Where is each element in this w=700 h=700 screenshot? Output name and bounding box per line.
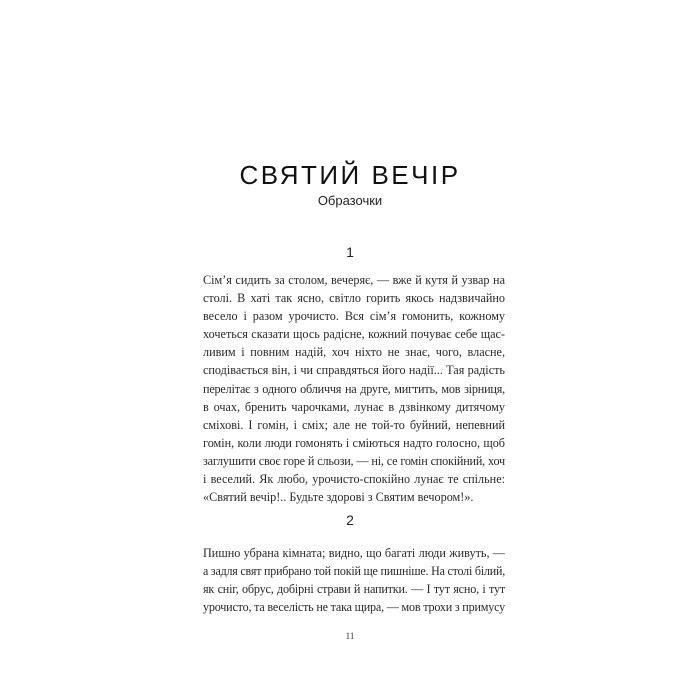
text-line: весело і разом урочисто. Вся сім’я гомонить, кожному: [203, 309, 505, 324]
text-line: столі. В хаті так ясно, світло горить якось надзвичайно: [203, 291, 505, 306]
text-line: заглушити своє горе й сльози, — ні, се гомін спокійний, хоч: [203, 453, 505, 468]
text-line: сміхові. І гомін, і сміх; але не той-то буйний, непевний: [203, 417, 505, 432]
text-line: перелітає з одного обличчя на друге, мигтить, мов зірниця,: [203, 381, 505, 396]
text-line: урочисто, та веселість не така щира, — мов трохи з примусу: [203, 600, 505, 615]
section-number-2: 2: [346, 512, 354, 528]
text-line: сподівається він, і чи справдяться його надії... Тая радість: [203, 363, 505, 378]
text-line: ливим і повним надій, хоч ніхто не знає, чого, власне,: [203, 345, 505, 360]
text-line: а задля свят прибрано той покій ще пишніше. На столі білий,: [203, 564, 505, 579]
section-2-paragraph: [203, 544, 505, 616]
text-line: «Святий вечір!.. Будьте здорові з Святим вечором!».: [203, 490, 474, 505]
section-number-1: 1: [346, 244, 354, 260]
text-line: Сім’я сидить за столом, вечеряє, — вже й кутя й узвар на: [203, 273, 505, 287]
page-number: 11: [345, 631, 355, 641]
text-line: в очах, бренить чарочками, лунає в дзвінкому дитячому: [203, 399, 505, 414]
text-line: Пишно убрана кімната; видно, що багаті люди живуть, —: [203, 546, 505, 560]
text-line: гомін, коли люди гомонять і сміються надто голосно, щоб: [203, 435, 505, 450]
section-1-paragraph: [203, 271, 505, 506]
text-line: як сніг, обрус, добірні страви й напитки. — І тут ясно, і тут: [203, 582, 505, 597]
text-line: хочеться сказати щось радісне, кожний почуває себе щас-: [203, 327, 505, 342]
text-line: і веселий. Як любо, урочисто-спокійно лунає те спільне:: [203, 472, 505, 487]
chapter-subtitle: Образочки: [317, 193, 383, 208]
chapter-title: СВЯТИЙ ВЕЧІР: [239, 160, 461, 190]
